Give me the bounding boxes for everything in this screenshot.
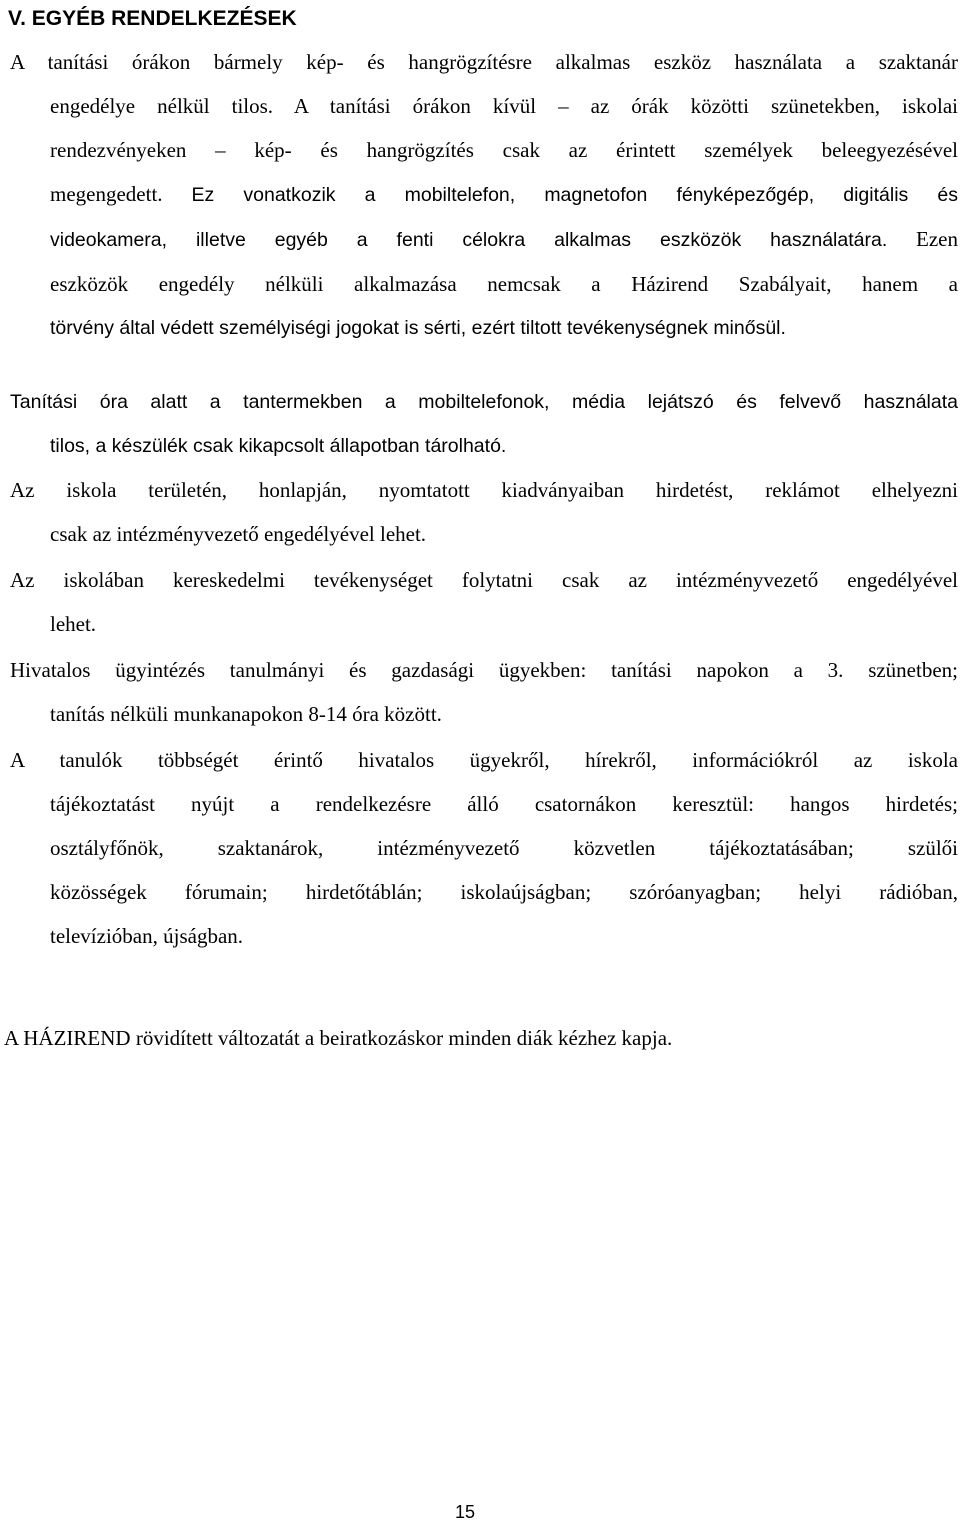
text-run: Ezen	[916, 227, 958, 251]
paragraph-recording-rules	[10, 40, 958, 350]
text-line: rendezvényeken – kép- és hangrögzítés csak az érintett személyek beleegyezésével	[50, 138, 958, 162]
text-line: Az iskolában kereskedelmi tevékenységet folytatni csak az intézményvezető engedélyével	[10, 568, 958, 592]
section-heading: V. EGYÉB RENDELKEZÉSEK	[8, 7, 297, 30]
text-line: A tanulók többségét érintő hivatalos ügyekről, hírekről, információkról az iskola	[10, 748, 958, 772]
text-line: tájékoztatást nyújt a rendelkezésre álló csatornákon keresztül: hangos hirdetés;	[50, 792, 958, 816]
text-line: osztályfőnök, szaktanárok, intézményvezető közvetlen tájékoztatásában; szülői	[50, 836, 958, 860]
text-line: lehet.	[50, 612, 97, 636]
paragraph-closing-note	[4, 1016, 952, 1060]
text-run: megengedett.	[50, 182, 163, 206]
paragraph-commerce	[10, 558, 958, 646]
text-line: Tanítási óra alatt a tantermekben a mobiltelefonok, média lejátszó és felvevő használata	[10, 391, 958, 413]
text-line: csak az intézményvezető engedélyével lehet.	[50, 522, 427, 546]
text-line: televízióban, újságban.	[50, 924, 244, 948]
text-line	[10, 172, 958, 217]
text-line: A tanítási órákon bármely kép- és hangrögzítésre alkalmas eszköz használata a szaktanár	[10, 50, 958, 74]
paragraph-mobile-phones	[10, 380, 958, 468]
text-line: Hivatalos ügyintézés tanulmányi és gazdasági ügyekben: tanítási napokon a 3. szünetben;	[10, 658, 958, 682]
text-line: engedélye nélkül tilos. A tanítási órákon kívül – az órák közötti szünetekben, iskolai	[50, 94, 958, 118]
text-line: tilos, a készülék csak kikapcsolt állapotban tárolható.	[50, 435, 507, 457]
text-line: eszközök engedély nélküli alkalmazása nemcsak a Házirend Szabályait, hanem a	[50, 272, 958, 296]
paragraph-advertising	[10, 468, 958, 556]
paragraph-office-hours	[10, 648, 958, 736]
paragraph-information-channels	[10, 738, 958, 958]
text-line: törvény által védett személyiségi jogokat is sérti, ezért tiltott tevékenységnek minősül.	[50, 317, 786, 339]
text-line	[10, 217, 958, 262]
text-run: videokamera, illetve egyéb a fenti célokra alkalmas eszközök használatára.	[50, 229, 888, 251]
text-line: közösségek fórumain; hirdetőtáblán; iskolaújságban; szóróanyagban; helyi rádióban,	[50, 880, 958, 904]
text-line: Az iskola területén, honlapján, nyomtatott kiadványaiban hirdetést, reklámot elhelyezni	[10, 478, 958, 502]
text-line: A HÁZIREND rövidített változatát a beiratkozáskor minden diák kézhez kapja.	[4, 1026, 673, 1050]
page-number: 15	[454, 1502, 476, 1522]
text-line: tanítás nélküli munkanapokon 8-14 óra között.	[50, 702, 442, 726]
text-run: Ez vonatkozik a mobiltelefon, magnetofon fényképezőgép, digitális és	[191, 184, 959, 206]
